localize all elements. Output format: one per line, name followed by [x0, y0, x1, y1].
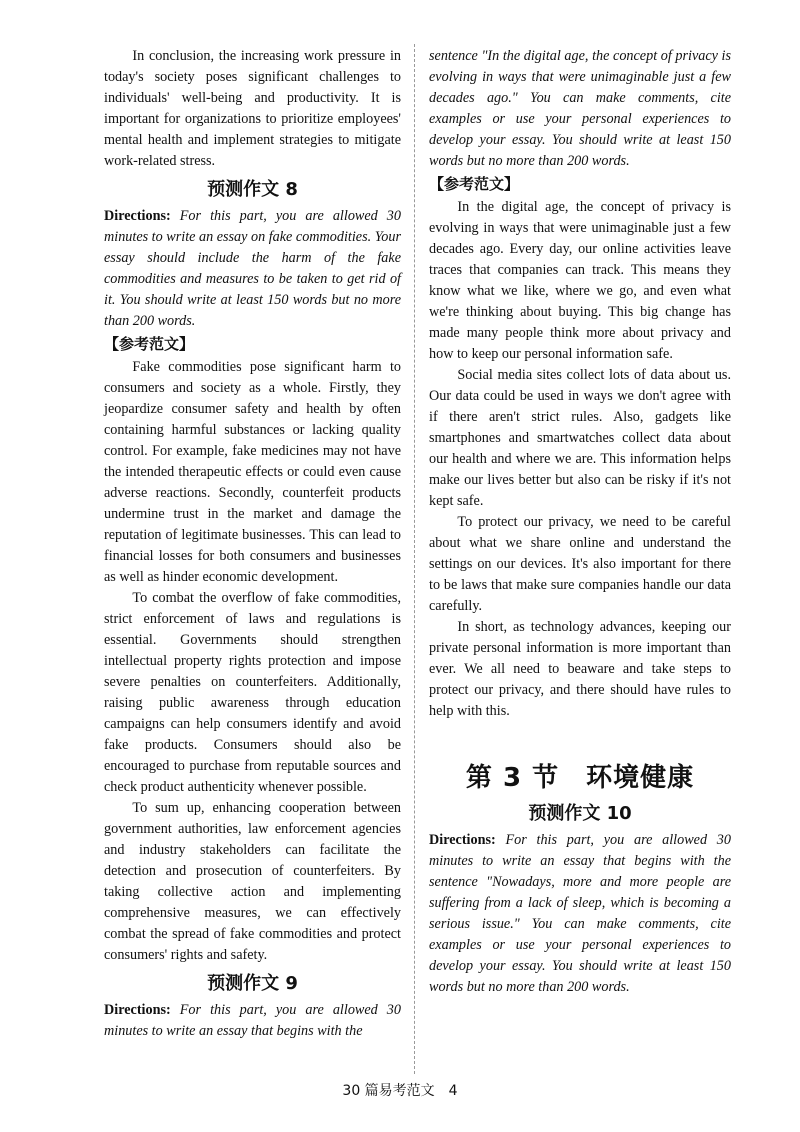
left-column [104, 46, 401, 1042]
essay9-directions [104, 1000, 401, 1042]
essay9-paragraph: In the digital age, the concept of privacy is evolving in ways that were unimaginable just a few decades ago. Every day, our online activities leave traces that companies can track. This means they know what we like, where we go, and even what we're thinking about buying. This big change has made many people think more about privacy and how to keep our personal information safe. [429, 199, 731, 362]
essay9-directions-continued-text: sentence "In the digital age, the concept of privacy is evolving in ways that were unimaginable just a few decades ago." You can make comments, cite examples or use your personal experiences to develop your essay. You should write at least 150 words but no more than 200 words. [429, 48, 731, 169]
column-divider [414, 44, 415, 1074]
essay10-title: 预测作文 10 [528, 803, 632, 824]
essay9-paragraph: In short, as technology advances, keeping our private personal information is more important than ever. We all need to beaware and take steps to protect our privacy, and there should have rules to help with this. [429, 619, 731, 719]
essay10-directions-label: Directions: [429, 832, 496, 848]
essay8-paragraph: To combat the overflow of fake commodities, strict enforcement of laws and regulations is essential. Governments should strengthen intellectual property rights protection and impose severe penalties on counterfeiters. Additionally, raising public awareness through education campaigns can help consumers identify and avoid fake products. Consumers should also be encouraged to purchase from reputable sources and check product authenticity whenever possible. [104, 590, 401, 795]
essay8-directions-text: For this part, you are allowed 30 minutes to write an essay on fake commodities. Your essay should include the harm of the fake commodities and measures to be taken to get rid of it. You should write at least 150 words but no more than 200 words. [104, 208, 402, 329]
essay8-paragraph: To sum up, enhancing cooperation between government authorities, law enforcement agencies and industry stakeholders can facilitate the detection and prosecution of counterfeiters. By taking collective action and implementing comprehensive measures, we can effectively combat the spread of fake commodities and protect consumers' rights and safety. [104, 800, 401, 963]
essay8-sample-label: 【参考范文】 [104, 335, 195, 353]
essay8-directions-label: Directions: [104, 208, 171, 224]
essay9-paragraph: To protect our privacy, we need to be careful about what we share online and understand the settings on our devices. It's also important for there to be laws that make sure companies handle our data carefully. [429, 514, 731, 614]
essay8-paragraph: Fake commodities pose significant harm to consumers and society as a whole. Firstly, they jeopardize consumer safety and health by often containing harmful substances or lacking quality control. For example, fake medicines may not have the intended therapeutic effects or could even cause adverse reactions. Secondly, counterfeit products undermine trust in the market and damage the reputation of legitimate businesses. This can lead to financial losses for both consumers and businesses as well as hinder economic development. [104, 359, 401, 585]
right-column [429, 46, 731, 998]
essay9-sample-label: 【参考范文】 [429, 175, 520, 193]
essay9-title: 预测作文 9 [207, 973, 298, 994]
page-footer: 30 篇易考范文 4 [342, 1083, 458, 1099]
essay9-directions-text: For this part, you are allowed 30 minutes to write an essay that begins with the [104, 1002, 401, 1039]
essay10-directions [429, 830, 731, 998]
essay9-paragraph: Social media sites collect lots of data about us. Our data could be used in ways we don't agree with if there aren't strict rules. Also, gadgets like smartphones and smartwatches collect data about our health and where we are. This information helps make our lives better but also can be risky if it's not kept safe. [429, 367, 731, 509]
essay8-title: 预测作文 8 [207, 179, 298, 200]
essay8-directions [104, 206, 401, 332]
essay10-directions-text: For this part, you are allowed 30 minutes to write an essay that begins with the sentence "Nowadays, more and more people are suffering from a lack of sleep, which is becoming a serious issue." You can make comments, cite examples or use your personal experiences to develop your essay. You should write at least 150 words but no more than 200 words. [429, 832, 731, 995]
essay9-directions-continued [429, 46, 731, 172]
section-title: 第 3 节 环境健康 [465, 763, 695, 793]
essay9-directions-label: Directions: [104, 1002, 171, 1018]
conclusion-paragraph: In conclusion, the increasing work pressure in today's society poses significant challenges to individuals' well-being and productivity. It is important for organizations to prioritize employees' mental health and implement strategies to mitigate work-related stress. [104, 48, 401, 169]
